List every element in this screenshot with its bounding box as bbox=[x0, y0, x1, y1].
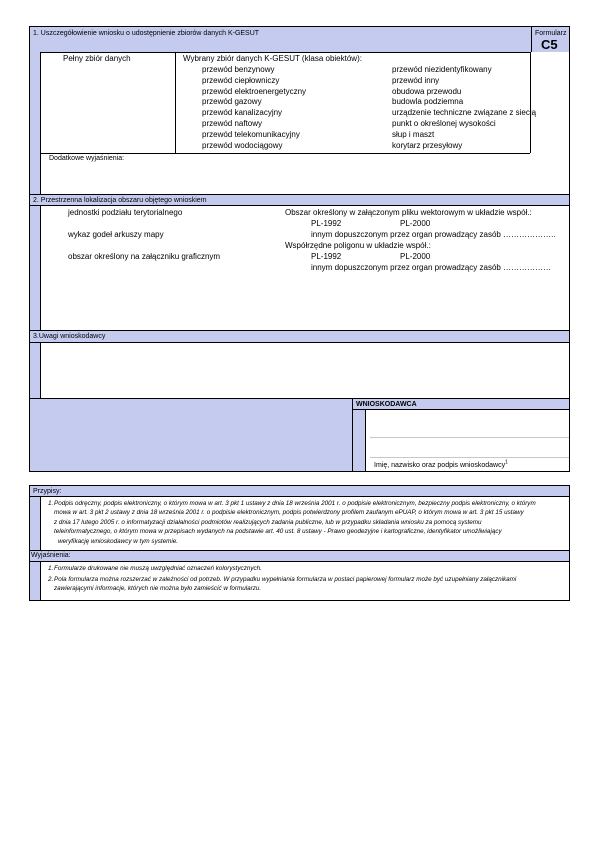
polygon-other-label: innym dopuszczonym przez organ prowadzący zasób ……………… bbox=[311, 263, 552, 272]
graphic-attachment-checkbox[interactable] bbox=[57, 255, 62, 260]
explanation-1: 1. Formularze drukowane nie muszą uwzględniać oznaczeń kolorystycznych. bbox=[48, 565, 262, 572]
map-sheets-label: wykaz godeł arkuszy mapy bbox=[68, 230, 164, 239]
object-class-item[interactable]: przewód benzynowy bbox=[202, 65, 275, 74]
section3-title: 3.Uwagi wnioskodawcy bbox=[33, 333, 106, 340]
footnote-ref: 1 bbox=[505, 459, 508, 466]
full-set-checkbox[interactable] bbox=[55, 57, 60, 62]
object-class-item[interactable]: przewód naftowy bbox=[202, 118, 263, 128]
object-class-item[interactable]: korytarz przesyłowy bbox=[392, 140, 463, 150]
applicant-title: WNIOSKODAWCA bbox=[356, 401, 417, 408]
object-class-item[interactable]: słup i maszt bbox=[392, 129, 435, 139]
object-class-item[interactable]: budowla podziemna bbox=[392, 97, 464, 107]
object-class-item[interactable]: przewód ciepłowniczy bbox=[202, 75, 280, 85]
section1-margin bbox=[30, 52, 40, 194]
polygon-pl1992-label: PL-1992 bbox=[311, 252, 342, 261]
territorial-units-checkbox[interactable] bbox=[57, 211, 62, 216]
section2-title: 2. Przestrzenna lokalizacja obszaru objętego wnioskiem bbox=[33, 197, 207, 204]
remarks-field[interactable] bbox=[41, 343, 569, 398]
wyjasnienia-header bbox=[30, 551, 569, 561]
object-class-item[interactable]: punkt o określonej wysokości bbox=[392, 118, 496, 128]
vector-other-label: innym dopuszczonym przez organ prowadzący zasób ……………….. bbox=[311, 230, 556, 239]
applicant-signature-field[interactable] bbox=[366, 411, 569, 456]
additional-label: Dodatkowe wyjaśnienia: bbox=[49, 155, 125, 162]
selected-set-label: Wybrany zbiór danych K-GESUT (klasa obiektów): bbox=[183, 54, 362, 63]
additional-field[interactable] bbox=[41, 163, 569, 193]
object-class-item[interactable]: przewód telekomunikacyjny bbox=[202, 129, 300, 139]
section3-margin bbox=[30, 343, 40, 398]
object-class-item[interactable]: przewód kanalizacyjny bbox=[202, 108, 283, 118]
object-class-item[interactable]: przewód wodociągowy bbox=[202, 140, 283, 150]
vector-pl2000-checkbox[interactable] bbox=[390, 222, 395, 227]
polygon-pl2000-label: PL-2000 bbox=[400, 252, 431, 261]
vector-pl1992-label: PL-1992 bbox=[311, 219, 342, 228]
przypisy-margin bbox=[30, 497, 40, 550]
graphic-attachment-label: obszar określony na załączniku graficznym bbox=[68, 252, 221, 261]
vector-pl2000-label: PL-2000 bbox=[400, 219, 431, 228]
wyjasnienia-margin bbox=[30, 562, 40, 600]
form-code: C5 bbox=[541, 37, 558, 52]
object-class-item[interactable]: obudowa przewodu bbox=[392, 86, 462, 96]
wyjasnienia-title: Wyjaśnienia: bbox=[31, 552, 71, 559]
przypisy-title: Przypisy: bbox=[33, 488, 62, 495]
vector-other-checkbox[interactable] bbox=[302, 233, 307, 238]
object-class-item[interactable]: urządzenie techniczne związane z siecią bbox=[392, 108, 537, 118]
map-sheets-checkbox[interactable] bbox=[57, 233, 62, 238]
section2-margin bbox=[30, 206, 40, 330]
section1-title: 1. Uszczegółowienie wniosku o udostępnienie zbiorów danych K-GESUT bbox=[33, 30, 260, 37]
applicant-caption bbox=[374, 461, 508, 470]
explanation-2: 2. Pola formularza można rozszerzać w zależności od potrzeb. W przypadku wypełniania formularza w postaci papierowej formularz może być uzupełniany załącznikami zawierającymi informacje, których nie można było zamieścić w formularzu. bbox=[48, 576, 517, 593]
vector-file-title: Obszar określony w załączonym pliku wektorowym w układzie współ.: bbox=[285, 208, 532, 217]
object-class-list-left bbox=[202, 65, 306, 151]
footnote-1: 1. Podpis odręczny, podpis elektroniczny, o którym mowa w art. 3 pkt 1 ustawy z dnia 18 września 2001 r. o podpisie elektronicznym, bezpieczny podpis elektroniczny, o którym mowa w art. 3 pkt 2 ustawy z dnia 18 września 2001 r. o podpisie elektronicznym, podpis potwierdzony profilem zaufanym ePUAP, o którym mowa w art. 3 pkt 15 ustawy z dnia 17 lutego 2005 r. o informatyzacji działalności podmiotów realizujących zadania publiczne, lub w przypadku składania wniosku za pomocą systemu teleinformatycznego, o którym mowa w przepisach wydanych na podstawie art. 40 ust. 8 ustawy - Prawo geodezyjne i kartograficzne, identyfikator umożliwiający weryfikację wnioskodawcy w tym systemie. bbox=[48, 500, 536, 545]
polygon-title: Współrzędne poligonu w układzie współ.: bbox=[285, 241, 431, 250]
object-class-item[interactable]: przewód inny bbox=[392, 75, 440, 85]
applicant-caption-text: Imię, nazwisko oraz podpis wnioskodawcy bbox=[374, 462, 506, 469]
polygon-pl2000-checkbox[interactable] bbox=[390, 255, 395, 260]
full-set-label: Pełny zbiór danych bbox=[63, 54, 131, 63]
object-class-list-right bbox=[392, 65, 536, 151]
object-class-item[interactable]: przewód niezidentyfikowany bbox=[392, 65, 492, 74]
applicant-margin bbox=[353, 410, 365, 471]
przypisy-header bbox=[30, 486, 569, 496]
territorial-units-label: jednostki podziału terytorialnego bbox=[68, 208, 183, 217]
object-class-item[interactable]: przewód elektroenergetyczny bbox=[202, 86, 307, 96]
form-label: Formularz bbox=[535, 30, 567, 37]
polygon-pl1992-checkbox[interactable] bbox=[302, 255, 307, 260]
vector-pl1992-checkbox[interactable] bbox=[302, 222, 307, 227]
polygon-other-checkbox[interactable] bbox=[302, 266, 307, 271]
applicant-left-area bbox=[30, 399, 352, 471]
object-class-item[interactable]: przewód gazowy bbox=[202, 97, 262, 107]
section3-header bbox=[30, 331, 569, 342]
